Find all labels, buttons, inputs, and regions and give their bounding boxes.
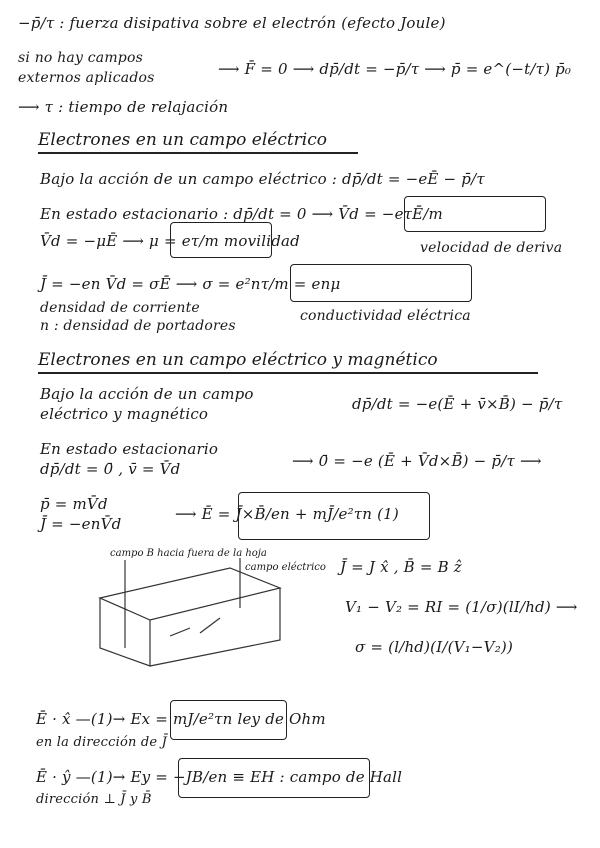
note-line-electric-action: Bajo la acción de un campo eléctrico : dp̄/dt = −eĒ − p̄/τ: [40, 170, 485, 188]
note-line-current-density: J̄ = −enV̄d: [40, 515, 122, 533]
formula-field-eq1: ⟶ Ē = J̄×B̄/en + mJ̄/e²τn (1): [175, 505, 399, 523]
note-line-relaxation: ⟶ τ : tiempo de relajación: [18, 98, 229, 116]
note-line-no-fields: si no hay campos: [18, 50, 143, 66]
note-line-em-steady-conds: dp̄/dt = 0̄ , v̄ = V̄d: [40, 460, 181, 478]
label-carrier-density: n : densidad de portadores: [40, 318, 236, 334]
hall-bar-sketch: [80, 548, 330, 672]
label-y-direction: dirección ⊥ J̄ y B̄: [36, 792, 152, 807]
formula-em-steady: ⟶ 0̄ = −e (Ē + V̄d×B̄) − p̄/τ ⟶: [292, 452, 542, 470]
note-line-em-steady: En estado estacionario: [40, 440, 219, 458]
note-line-momentum: p̄ = mV̄d: [40, 495, 108, 513]
note-line-em-action: Bajo la acción de un campo: [40, 385, 254, 403]
formula-ey-hall: Ē · ŷ —(1)→ Ey = −JB/en ≡ EH : campo de Hall: [36, 768, 403, 786]
note-line-joule: −p̄/τ : fuerza disipativa sobre el electrón (efecto Joule): [18, 14, 446, 32]
boxed-field-eq1: [238, 492, 430, 540]
note-line-em-action-2: eléctrico y magnético: [40, 405, 209, 423]
boxed-mobility: [170, 222, 272, 258]
formula-sigma-measure: σ = (l/hd)(I/(V₁−V₂)): [355, 638, 514, 656]
label-conductivity: conductividad eléctrica: [300, 308, 471, 324]
formula-em-motion: dp̄/dt = −e(Ē + v̄×B̄) − p̄/τ: [352, 395, 563, 413]
heading-underline-2: [38, 372, 538, 374]
section-heading-electric-magnetic: Electrones en un campo eléctrico y magnético: [38, 350, 438, 370]
note-line-external: externos aplicados: [18, 70, 155, 86]
heading-underline: [38, 152, 358, 154]
note-line-steady-state: En estado estacionario : dp̄/dt = 0 ⟶ V̄d = −eτĒ/m: [40, 205, 443, 223]
sketch-note-e-field: campo eléctrico: [245, 562, 326, 573]
formula-ex: Ē · x̂ —(1)→ Ex = mJ/e²τn ley de Ohm: [36, 710, 326, 728]
formula-voltage-drop: V₁ − V₂ = RI = (1/σ)(lI/hd) ⟶: [345, 598, 578, 616]
label-x-direction: en la dirección de J̄: [36, 735, 168, 750]
label-drift-velocity: velocidad de deriva: [420, 240, 563, 256]
label-current-density: densidad de corriente: [40, 300, 200, 316]
formula-j-b-directions: J̄ = J x̂ , B̄ = B ẑ: [340, 558, 462, 576]
boxed-conductivity: [290, 264, 472, 302]
note-line-mobility: V̄d = −μĒ ⟶ μ = eτ/m movilidad: [40, 232, 300, 250]
note-line-current: J̄ = −en V̄d = σĒ ⟶ σ = e²nτ/m = enμ: [40, 275, 341, 293]
sketch-note-b-field: campo B hacia fuera de la hoja: [110, 548, 267, 559]
boxed-drift-velocity: [404, 196, 546, 232]
section-heading-electric-field: Electrones en un campo eléctrico: [38, 130, 327, 150]
formula-free-decay: ⟶ F̄ = 0 ⟶ dp̄/dt = −p̄/τ ⟶ p̄ = e^(−t/τ) p̄₀: [218, 60, 572, 78]
boxed-ex: [170, 700, 287, 740]
